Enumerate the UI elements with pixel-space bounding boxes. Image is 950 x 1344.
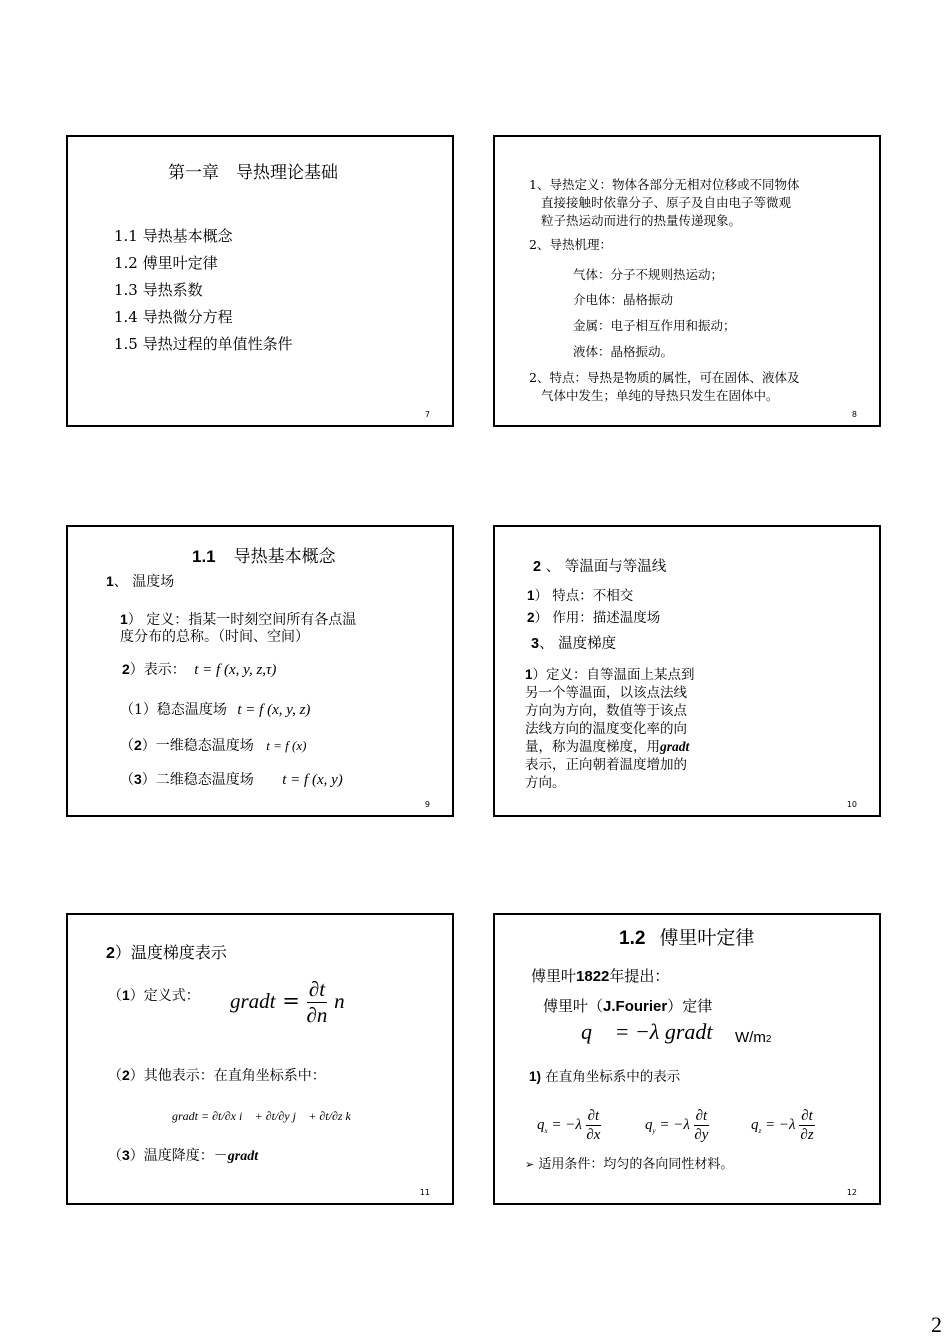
applicability-line: ➢ 适用条件：均匀的各向同性材料。 bbox=[525, 1157, 734, 1172]
toc-item: 1.4 导热微分方程 bbox=[114, 308, 233, 326]
slide-number: 12 bbox=[846, 1188, 857, 1197]
qx-formula: $q_x = -\lambda$ $\frac{\partial t}{\partial x}$ bbox=[537, 1108, 601, 1143]
gradient-title: 3、 温度梯度 bbox=[531, 636, 617, 652]
law-name-line: 傅里叶（J.Fourier）定律 bbox=[543, 997, 713, 1015]
mechanism-item: 介电体：晶格振动 bbox=[573, 292, 674, 307]
slide-11 bbox=[66, 913, 454, 1205]
gradient-definition-line: 法线方向的温度变化率的向 bbox=[525, 721, 687, 737]
gradient-definition-line: 方向为方向，数值等于该点 bbox=[525, 703, 687, 719]
sheet-page-number: 2 bbox=[931, 1312, 942, 1337]
formula: t = f (x, y) bbox=[282, 772, 343, 788]
gradient-definition-line: 另一个等温面，以该点法线 bbox=[525, 685, 687, 701]
derivative-fraction: $\frac{\partial t}{\partial n}$ bbox=[306, 977, 328, 1028]
temperature-drop-line: （3）温度降度：－gradt bbox=[108, 1147, 259, 1164]
section-title: 2）温度梯度表示 bbox=[106, 943, 227, 962]
section-title: 1.1 导热基本概念 bbox=[192, 547, 336, 567]
isotherm-purpose: 2） 作用：描述温度场 bbox=[527, 610, 661, 626]
formula: t = f (x) bbox=[266, 738, 307, 753]
definition-line: 度分布的总称。（时间、空间） bbox=[120, 629, 309, 645]
subsection-title: 1、 温度场 bbox=[106, 573, 175, 590]
toc-item: 1.5 导热过程的单值性条件 bbox=[114, 335, 293, 353]
slide-number: 10 bbox=[846, 800, 857, 809]
cartesian-heading: 1) 在直角坐标系中的表示 bbox=[529, 1069, 681, 1085]
two-d-field-line: （3）二维稳态温度场 t = f (x, y) bbox=[120, 771, 343, 788]
steady-field-line: （1）稳态温度场 t = f (x, y, z) bbox=[120, 702, 311, 718]
isotherm-feature: 1） 特点：不相交 bbox=[527, 588, 634, 604]
definition-label: （1）定义式： bbox=[108, 987, 200, 1004]
gradient-definition-line: 方向。 bbox=[525, 775, 566, 791]
definition-line: 直接接触时依靠分子、原子及自由电子等微观 bbox=[541, 195, 792, 210]
slide-number: 11 bbox=[419, 1188, 430, 1197]
mechanism-item: 气体：分子不规则热运动； bbox=[573, 267, 724, 282]
mechanism-item: 液体：晶格振动。 bbox=[573, 344, 674, 359]
history-line: 傅里叶1822年提出： bbox=[531, 967, 670, 985]
qy-formula: $q_y = -\lambda$ $\frac{\partial t}{\partial y}$ bbox=[645, 1108, 709, 1143]
slide-12 bbox=[493, 913, 881, 1205]
slide-8 bbox=[493, 135, 881, 427]
gradient-definition-line: 表示，正向朝着温度增加的 bbox=[525, 757, 687, 773]
toc-item: 1.2 傅里叶定律 bbox=[114, 254, 218, 272]
slide-10 bbox=[493, 525, 881, 817]
feature-line: 气体中发生；单纯的导热只发生在固体中。 bbox=[541, 388, 779, 403]
formula: t = f (x, y, z,τ) bbox=[194, 662, 277, 678]
slide-number: 7 bbox=[424, 410, 430, 419]
toc-item: 1.1 导热基本概念 bbox=[114, 227, 233, 245]
arrow-bullet-icon: ➢ bbox=[525, 1158, 535, 1171]
mechanism-item: 金属：电子相互作用和振动； bbox=[573, 318, 736, 333]
qz-formula: $q_z = -\lambda$ $\frac{\partial t}{\partial z}$ bbox=[751, 1108, 814, 1143]
formula: t = f (x, y, z) bbox=[237, 702, 311, 718]
toc-item: 1.3 导热系数 bbox=[114, 281, 203, 299]
definition-line: 1） 定义：指某一时刻空间所有各点温 bbox=[120, 611, 357, 628]
gradient-definition-line: 1）定义：自等温面上某点到 bbox=[525, 667, 695, 683]
representation-line: 2）表示： t = f (x, y, z,τ) bbox=[122, 661, 277, 678]
slide-7 bbox=[66, 135, 454, 427]
section-title: 1.2 傅里叶定律 bbox=[619, 927, 755, 949]
unit-label: W/m2 bbox=[735, 1029, 772, 1046]
definition-line: 粒子热运动而进行的热量传递现象。 bbox=[541, 213, 742, 228]
definition-line: 1、导热定义：物体各部分无相对位移或不同物体 bbox=[529, 177, 800, 192]
gradient-definition-line: 量，称为温度梯度，用gradt bbox=[525, 739, 690, 755]
gradient-definition-formula: gradt = $\frac{\partial t}{\partial n}$ n⃗ bbox=[230, 977, 361, 1028]
one-d-field-line: （2）一维稳态温度场 t = f (x) bbox=[120, 737, 307, 754]
slide-number: 8 bbox=[851, 410, 857, 419]
fourier-law-formula: q⃗ = −λ gradt bbox=[581, 1019, 713, 1044]
mechanism-title: 2、导热机理： bbox=[529, 237, 612, 252]
feature-line: 2、特点：导热是物质的属性，可在固体、液体及 bbox=[529, 370, 800, 385]
slide-number: 9 bbox=[424, 800, 430, 809]
cartesian-gradient-formula: gradt = ∂t/∂x i⃗ + ∂t/∂y j⃗ + ∂t/∂z k⃗ bbox=[172, 1109, 361, 1123]
isotherm-title: 2 、 等温面与等温线 bbox=[533, 559, 667, 575]
slide-9 bbox=[66, 525, 454, 817]
chapter-title: 第一章 导热理论基础 bbox=[168, 163, 338, 183]
other-representation-line: （2）其他表示：在直角坐标系中： bbox=[108, 1067, 326, 1084]
